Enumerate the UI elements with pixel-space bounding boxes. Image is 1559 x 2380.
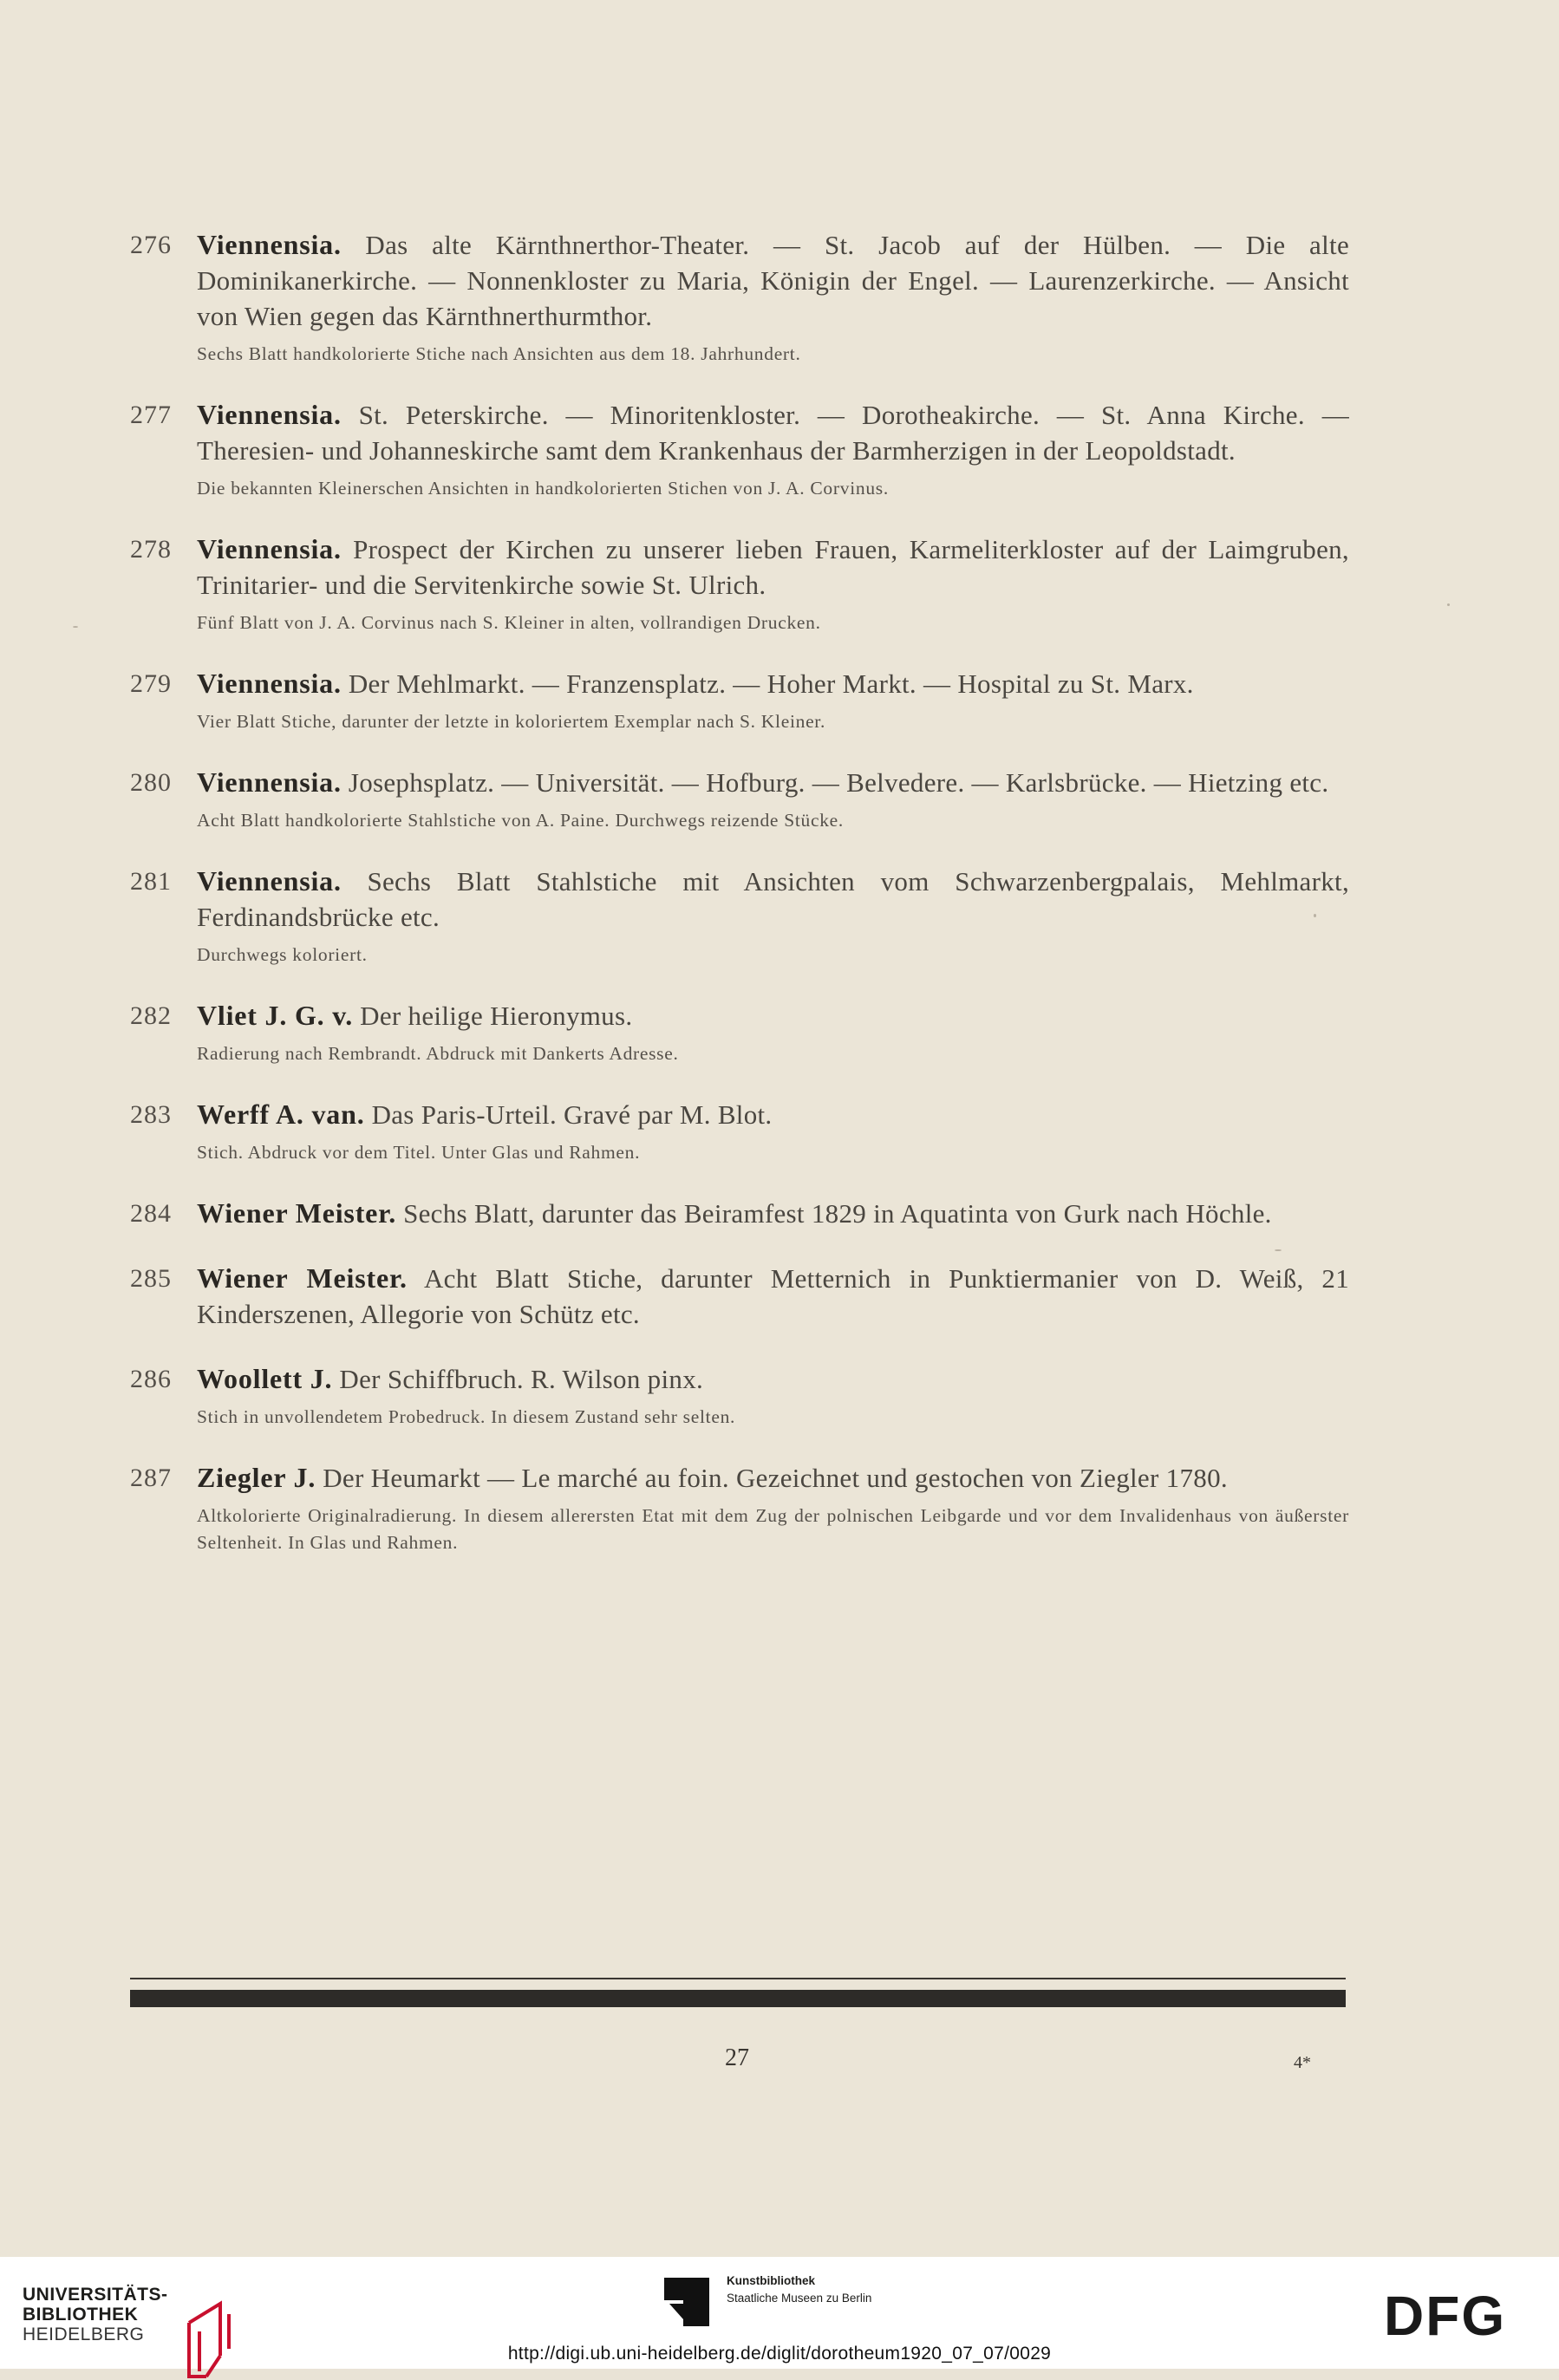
entry-artist-name: Wiener Meister. <box>197 1262 408 1294</box>
ub-heidelberg-wordmark <box>23 2285 168 2344</box>
entry-body <box>197 1460 1349 1556</box>
kb-subtitle: Staatliche Museen zu Berlin <box>727 2292 872 2305</box>
entry-body <box>197 666 1349 735</box>
entry-artist-name: Ziegler J. <box>197 1462 316 1493</box>
digitization-footer <box>0 2257 1559 2369</box>
entry-description <box>197 1460 1349 1496</box>
entry-title-text: Prospect der Kirchen zu unserer lieben Frauen, Karmeliterkloster auf der Laimgruben, Trinitarier- und die Servitenkirche sowie St. Ulrich. <box>197 534 1349 600</box>
entry-note: Die bekannten Kleinerschen Ansichten in handkolorierten Stichen von J. A. Corvinus. <box>197 478 889 499</box>
entry-note: Radierung nach Rembrandt. Abdruck mit Dankerts Adresse. <box>197 1043 679 1064</box>
entry-description <box>197 531 1349 603</box>
footer-rule-thick <box>130 1990 1346 2007</box>
entry-number: 287 <box>130 1464 172 1492</box>
entry-artist-name: Viennensia. <box>197 229 342 260</box>
signature-mark: 4* <box>1294 2053 1311 2072</box>
entry-artist-name: Viennensia. <box>197 533 342 564</box>
entry-number: 285 <box>130 1264 172 1293</box>
entry-description <box>197 397 1349 468</box>
entry-description <box>197 1196 1349 1231</box>
entry-description <box>197 1361 1349 1397</box>
catalog-entry <box>130 666 1349 735</box>
permalink-url[interactable]: http://digi.ub.uni-heidelberg.de/diglit/dorotheum1920_07_07/0029 <box>507 2344 1052 2364</box>
catalog-entry <box>130 531 1349 636</box>
entry-title-text: Der Schiffbruch. R. Wilson pinx. <box>339 1364 704 1394</box>
catalog-entry <box>130 864 1349 968</box>
entry-note: Stich in unvollendetem Probedruck. In diesem Zustand sehr selten. <box>197 1406 736 1427</box>
catalog-entry <box>130 765 1349 834</box>
entry-note: Altkolorierte Originalradierung. In diesem allerersten Etat mit dem Zug der polnischen Leibgarde und vor dem Invalidenhaus von äußerster Seltenheit. In Glas und Rahmen. <box>197 1505 1349 1553</box>
entry-title-text: Sechs Blatt, darunter das Beiramfest 1829 in Aquatinta von Gurk nach Höchle. <box>403 1198 1272 1229</box>
ub-heidelberg-logo[interactable] <box>23 2285 168 2344</box>
dfg-wordmark: DFG <box>1384 2292 1507 2340</box>
ub-library-icon <box>180 2297 241 2380</box>
entry-title-text: Das alte Kärnthnerthor-Theater. — St. Jacob auf der Hülben. — Die alte Dominikanerkirche. — Nonnenkloster zu Maria, Königin der Engel. — Laurenzerkirche. — Ansicht von Wien gegen das Kärnthnerthurmthor. <box>197 230 1349 331</box>
kunstbibliothek-text <box>727 2272 987 2307</box>
entry-body <box>197 1196 1349 1231</box>
catalog-entries <box>130 227 1349 1586</box>
catalog-entry <box>130 1196 1349 1231</box>
entry-number: 279 <box>130 669 172 698</box>
entry-number: 286 <box>130 1365 172 1393</box>
entry-title-text: Der Heumarkt — Le marché au foin. Gezeichnet und gestochen von Ziegler 1780. <box>323 1463 1228 1493</box>
ub-line-1: UNIVERSITÄTS- <box>23 2285 168 2305</box>
entry-body <box>197 864 1349 968</box>
entry-description <box>197 998 1349 1034</box>
entry-title-text: Das Paris-Urteil. Gravé par M. Blot. <box>371 1099 773 1130</box>
footer-rule-thin <box>130 1978 1346 1979</box>
catalog-entry <box>130 1097 1349 1166</box>
entry-body <box>197 765 1349 834</box>
paper-speck <box>1447 603 1450 606</box>
entry-title-text: St. Peterskirche. — Minoritenkloster. — Dorotheakirche. — St. Anna Kirche. — Theresien- und Johanneskirche samt dem Krankenhaus der Barmherzigen in der Leopoldstadt. <box>197 400 1349 466</box>
entry-description <box>197 765 1349 800</box>
entry-artist-name: Viennensia. <box>197 766 342 798</box>
dfg-logo[interactable] <box>1384 2292 1540 2340</box>
ub-line-2: BIBLIOTHEK <box>23 2305 139 2325</box>
catalog-entry <box>130 1261 1349 1332</box>
entry-title-text: Josephsplatz. — Universität. — Hofburg. — Belvedere. — Karlsbrücke. — Hietzing etc. <box>348 767 1329 798</box>
entry-body <box>197 1261 1349 1332</box>
entry-number: 283 <box>130 1100 172 1129</box>
entry-note: Stich. Abdruck vor dem Titel. Unter Glas und Rahmen. <box>197 1142 641 1163</box>
entry-title-text: Acht Blatt Stiche, darunter Metternich in Punktiermanier von D. Weiß, 21 Kinderszenen, Allegorie von Schütz etc. <box>197 1263 1350 1329</box>
entry-artist-name: Vliet J. G. v. <box>197 1000 354 1031</box>
entry-artist-name: Viennensia. <box>197 865 342 897</box>
entry-body <box>197 998 1349 1067</box>
entry-note: Sechs Blatt handkolorierte Stiche nach Ansichten aus dem 18. Jahrhundert. <box>197 343 801 364</box>
entry-description <box>197 1261 1349 1332</box>
entry-artist-name: Wiener Meister. <box>197 1197 397 1229</box>
entry-artist-name: Viennensia. <box>197 399 342 430</box>
entry-number: 284 <box>130 1199 172 1228</box>
entry-number: 280 <box>130 768 172 797</box>
entry-description <box>197 864 1349 935</box>
paper-speck <box>1314 914 1316 917</box>
entry-note: Durchwegs koloriert. <box>197 944 368 965</box>
entry-description <box>197 666 1349 701</box>
catalog-entry <box>130 227 1349 368</box>
entry-description <box>197 227 1349 334</box>
entry-description <box>197 1097 1349 1132</box>
entry-number: 276 <box>130 231 172 259</box>
paper-speck <box>1275 1249 1282 1251</box>
entry-body <box>197 531 1349 636</box>
entry-artist-name: Viennensia. <box>197 668 342 699</box>
entry-number: 282 <box>130 1001 172 1030</box>
entry-artist-name: Werff A. van. <box>197 1099 365 1130</box>
paper-speck <box>73 626 78 628</box>
entry-note: Fünf Blatt von J. A. Corvinus nach S. Kleiner in alten, vollrandigen Drucken. <box>197 612 821 633</box>
entry-title-text: Der Mehlmarkt. — Franzensplatz. — Hoher Markt. — Hospital zu St. Marx. <box>348 668 1194 699</box>
kunstbibliothek-icon <box>664 2278 711 2326</box>
entry-number: 278 <box>130 535 172 564</box>
entry-title-text: Der heilige Hieronymus. <box>360 1001 633 1031</box>
entry-title-text: Sechs Blatt Stahlstiche mit Ansichten vom Schwarzenbergpalais, Mehlmarkt, Ferdinandsbrücke etc. <box>197 866 1349 932</box>
entry-note: Acht Blatt handkolorierte Stahlstiche von A. Paine. Durchwegs reizende Stücke. <box>197 810 845 831</box>
entry-body <box>197 1097 1349 1166</box>
entry-note: Vier Blatt Stiche, darunter der letzte in koloriertem Exemplar nach S. Kleiner. <box>197 711 826 732</box>
entry-body <box>197 227 1349 368</box>
ub-line-3: HEIDELBERG <box>23 2325 145 2344</box>
entry-artist-name: Woollett J. <box>197 1363 333 1394</box>
entry-body <box>197 397 1349 502</box>
entry-number: 277 <box>130 401 172 429</box>
catalog-entry <box>130 1361 1349 1431</box>
kb-title: Kunstbibliothek <box>727 2274 815 2287</box>
entry-body <box>197 1361 1349 1431</box>
page-number: 27 <box>725 2044 749 2071</box>
catalog-entry <box>130 397 1349 502</box>
catalog-entry <box>130 998 1349 1067</box>
catalog-entry <box>130 1460 1349 1556</box>
entry-number: 281 <box>130 867 172 896</box>
